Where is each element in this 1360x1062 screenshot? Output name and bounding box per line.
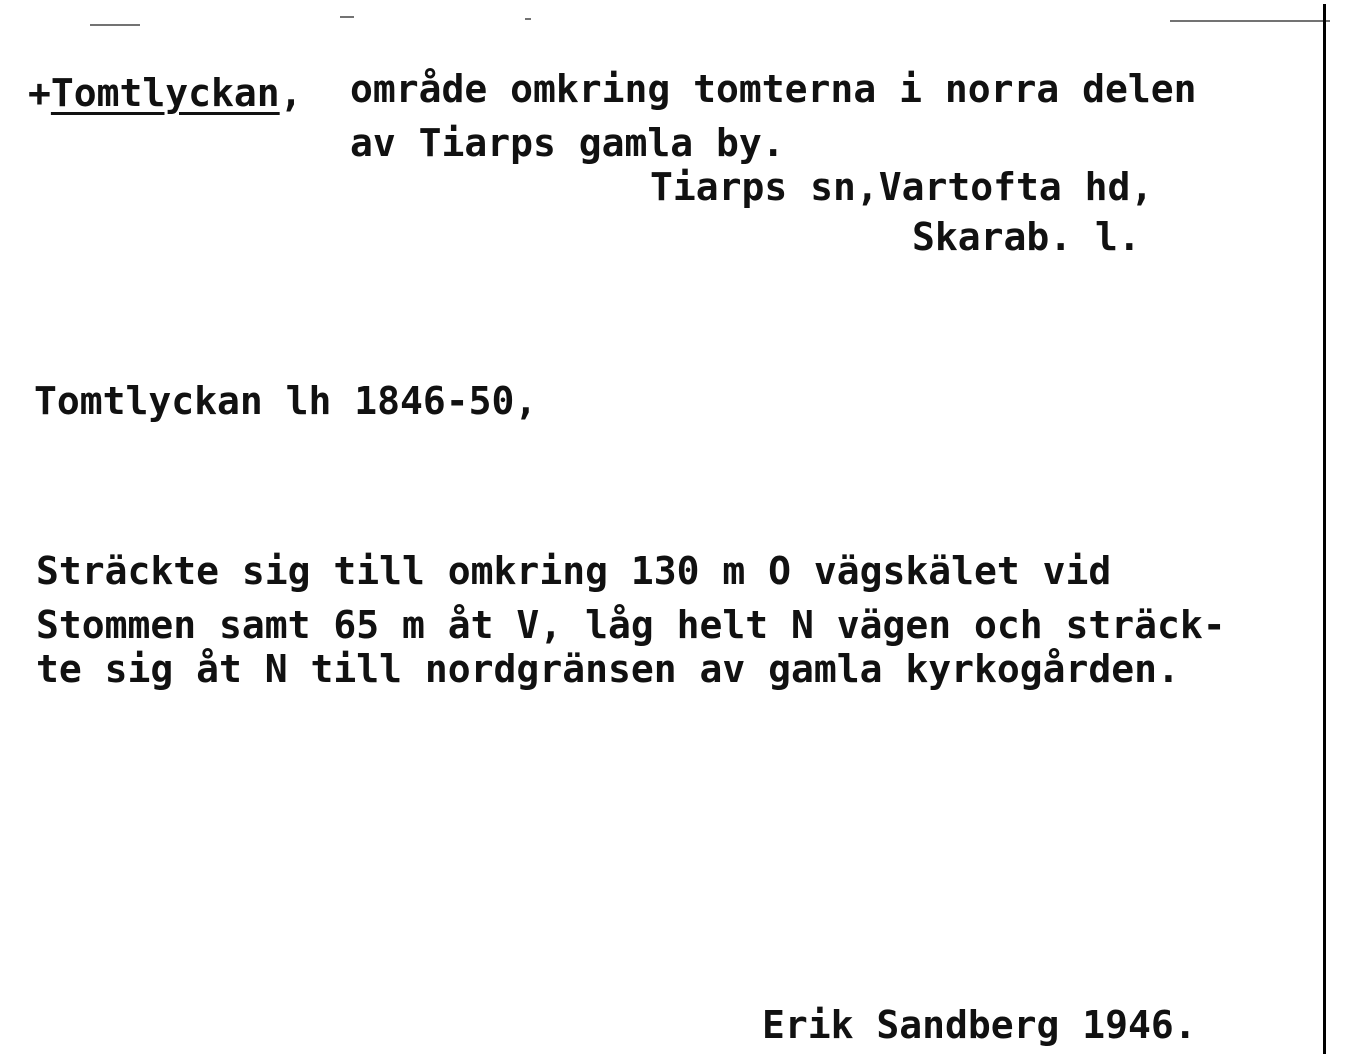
body-line-2: Stommen samt 65 m åt V, låg helt N vägen och sträck- [36, 603, 1226, 647]
description-line-1: område omkring tomterna i norra delen [350, 67, 1197, 111]
scan-speck [525, 18, 531, 20]
scan-speck [340, 16, 354, 18]
card-top-edge [1170, 20, 1330, 22]
plus-mark: + [28, 71, 51, 115]
body-line-3: te sig åt N till nordgränsen av gamla kyrkogården. [36, 647, 1180, 691]
card-right-edge [1323, 4, 1326, 1054]
headword: Tomtlyckan [50, 71, 280, 115]
body-line-1: Sträckte sig till omkring 130 m O vägskälet vid [36, 549, 1112, 593]
location-line-1: Tiarps sn,Vartofta hd, [650, 165, 1154, 209]
headword-line [28, 71, 303, 115]
source-reference: Tomtlyckan lh 1846-50, [34, 379, 538, 423]
scan-speck [90, 24, 140, 26]
headword-comma: , [279, 71, 303, 115]
signature: Erik Sandberg 1946. [762, 1003, 1197, 1047]
location-line-2: Skarab. l. [912, 215, 1141, 259]
description-line-2: av Tiarps gamla by. [350, 121, 785, 165]
